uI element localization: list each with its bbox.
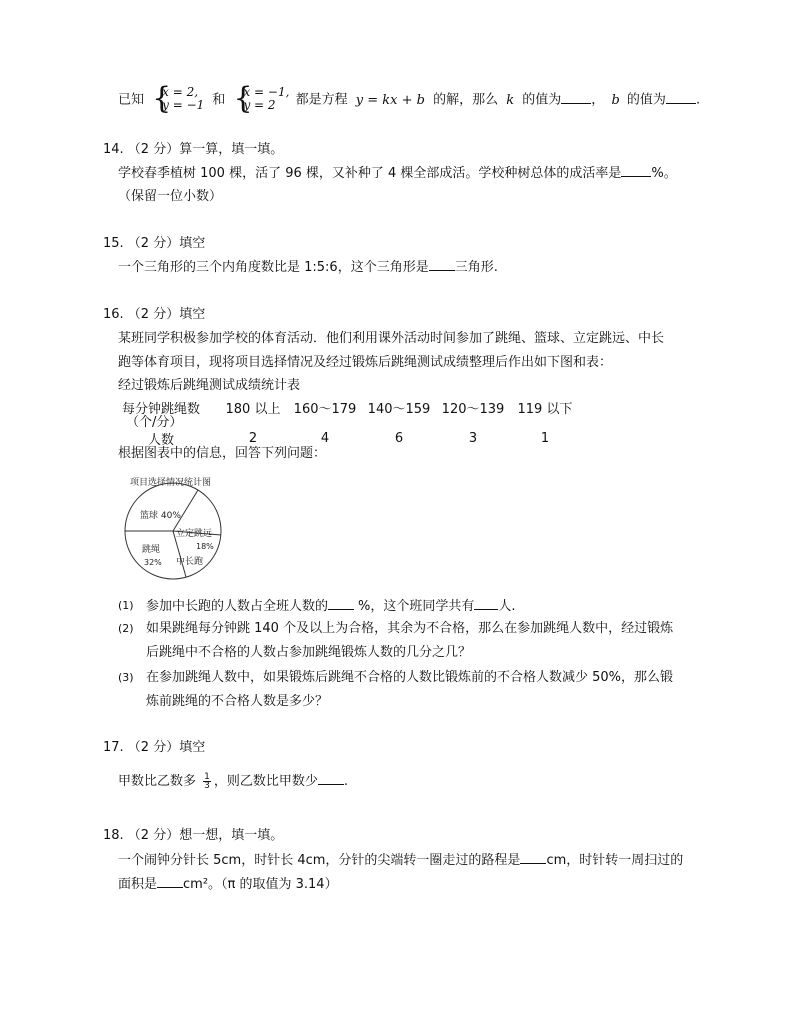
q16-line2: 跑等体育项目，现将项目选择情况及经过锻炼后跳绳测试成绩整理后作出如下图和表：: [118, 355, 613, 370]
table-header-row: [122, 398, 580, 417]
answer-blank[interactable]: [429, 258, 455, 271]
q13-sys1-row1: x = 2,: [162, 85, 199, 99]
q13-sys1-row2: y = −1: [162, 98, 205, 112]
q15-heading: 15. （2 分）填空: [103, 236, 206, 251]
q13-var-b: b: [611, 92, 620, 108]
q13-system-1: [152, 81, 205, 116]
q13-and: 和: [212, 92, 226, 108]
sub-question-number: (1): [118, 599, 134, 612]
table-cell: 1: [540, 431, 550, 446]
q13-text1: 都是方程: [295, 92, 348, 108]
sub-question-2-line1: 如果跳绳每分钟跳 140 个及以上为合格，其余为不合格，那么在参加跳绳人数中，经过锻炼: [146, 621, 674, 636]
table-cell: 3: [468, 431, 478, 446]
q14-text-end: %。: [651, 166, 677, 181]
q18-line1: [118, 851, 683, 870]
pie-label-rope: 跳绳: [142, 545, 161, 555]
q14-line2: （保留一位小数）: [118, 189, 223, 204]
brace-icon: {: [233, 81, 253, 116]
answer-blank[interactable]: [474, 597, 498, 610]
fraction-denominator: 3: [204, 781, 210, 791]
pie-chart-figure: [118, 472, 228, 582]
answer-blank[interactable]: [520, 851, 546, 864]
answer-blank[interactable]: [561, 91, 591, 104]
q16-table-title: 经过锻炼后跳绳测试成绩统计表: [118, 378, 301, 393]
q16-after-table: 根据图表中的信息，回答下列问题：: [118, 446, 327, 461]
q15-line1: [118, 258, 498, 277]
q18-text3: 面积是: [118, 877, 158, 892]
q13-prefix: 已知: [118, 92, 145, 108]
q18-line2: [118, 875, 338, 894]
q13-line: [118, 81, 701, 116]
answer-blank[interactable]: [157, 875, 183, 888]
q18-text1: 一个闹钟分针长 5cm，时针长 4cm，分针的尖端转一圈走过的路程是: [118, 853, 521, 868]
pie-label-long-jump-pct: 18%: [196, 542, 214, 551]
q14-heading: 14. （2 分）算一算，填一填。: [103, 142, 284, 157]
pie-label-long-jump: 立定跳远: [176, 529, 213, 539]
q17-line1: [118, 772, 348, 791]
pie-label-middle-run: 中长跑: [176, 557, 204, 567]
pie-title: 项目选择情况统计图: [130, 478, 212, 488]
table-header-cell: 120～139: [441, 402, 505, 417]
q13-equation: y = kx + b: [355, 92, 425, 108]
table-unit: （个/分）: [126, 415, 183, 430]
table-header-cell: 180 以上: [225, 402, 281, 417]
sub1-text3: 人.: [498, 599, 516, 614]
table-header-cell: 140～159: [367, 402, 431, 417]
brace-icon: {: [152, 81, 172, 116]
q15-text-end: 三角形.: [454, 260, 498, 275]
q13-system-2: [233, 81, 290, 116]
fraction-numerator: 1: [204, 772, 210, 782]
q17-text3: .: [343, 774, 349, 789]
q17-heading: 17. （2 分）填空: [103, 740, 206, 755]
sub-question-number: (2): [118, 622, 134, 635]
q18-text2: cm，时针转一周扫过的: [546, 853, 684, 868]
table-cell: 4: [320, 431, 330, 446]
table-header-cell: 160～179: [293, 402, 357, 417]
q13-var-k: k: [506, 92, 515, 108]
q13-text3: 的值为: [522, 92, 562, 108]
sub1-text2: %，这个班同学共有: [358, 599, 475, 614]
q16-heading: 16. （2 分）填空: [103, 307, 206, 322]
table-row-label: 人数: [148, 433, 175, 448]
q13-text2: 的解，那么: [433, 92, 499, 108]
stats-table: [122, 398, 580, 448]
sub-question-number: (3): [118, 671, 134, 684]
answer-blank[interactable]: [621, 164, 651, 177]
q17-text2: ，则乙数比甲数少: [213, 774, 318, 789]
sub-question-3-line1: 在参加跳绳人数中，如果锻炼后跳绳不合格的人数比锻炼前的不合格人数减少 50%，那么锻: [146, 670, 674, 685]
q13-sys2-row1: x = −1,: [243, 85, 290, 99]
q18-heading: 18. （2 分）想一想，填一填。: [103, 828, 284, 843]
pie-label-rope-pct: 32%: [144, 558, 162, 567]
sub1-text1: 参加中长跑的人数占全班人数的: [146, 599, 329, 614]
sub-question-2-line2: 后跳绳中不合格的人数占参加跳绳锻炼人数的几分之几？: [146, 645, 472, 660]
sub-question-1: [146, 597, 516, 616]
answer-blank[interactable]: [328, 597, 354, 610]
answer-blank[interactable]: [318, 772, 344, 785]
answer-blank[interactable]: [666, 91, 696, 104]
table-cell: 6: [394, 431, 404, 446]
q16-line1: 某班同学积极参加学校的体育活动．他们利用课外活动时间参加了跳绳、篮球、立定跳远、中长: [118, 331, 665, 346]
q13-text6: .: [695, 92, 701, 108]
q17-text1: 甲数比乙数多: [118, 774, 197, 789]
q14-line1: [118, 164, 677, 183]
fraction-one-third: [203, 773, 211, 790]
pie-label-basketball: 篮球 40%: [140, 511, 181, 521]
q18-text4: cm²。（π 的取值为 3.14）: [183, 877, 338, 892]
q13-text4: ，: [591, 92, 605, 108]
table-header-cell: 每分钟跳绳数: [122, 402, 201, 417]
q13-text5: 的值为: [626, 92, 666, 108]
table-header-cell: 119 以下: [517, 402, 573, 417]
table-cell: 2: [248, 431, 258, 446]
q14-text: 学校春季植树 100 棵，活了 96 棵，又补种了 4 棵全部成活。学校种树总体的成活率是: [118, 166, 622, 181]
sub-question-3-line2: 炼前跳绳的不合格人数是多少？: [146, 694, 329, 709]
q15-text: 一个三角形的三个内角度数比是 1:5:6，这个三角形是: [118, 260, 429, 275]
q13-sys2-row2: y = 2: [243, 98, 276, 112]
